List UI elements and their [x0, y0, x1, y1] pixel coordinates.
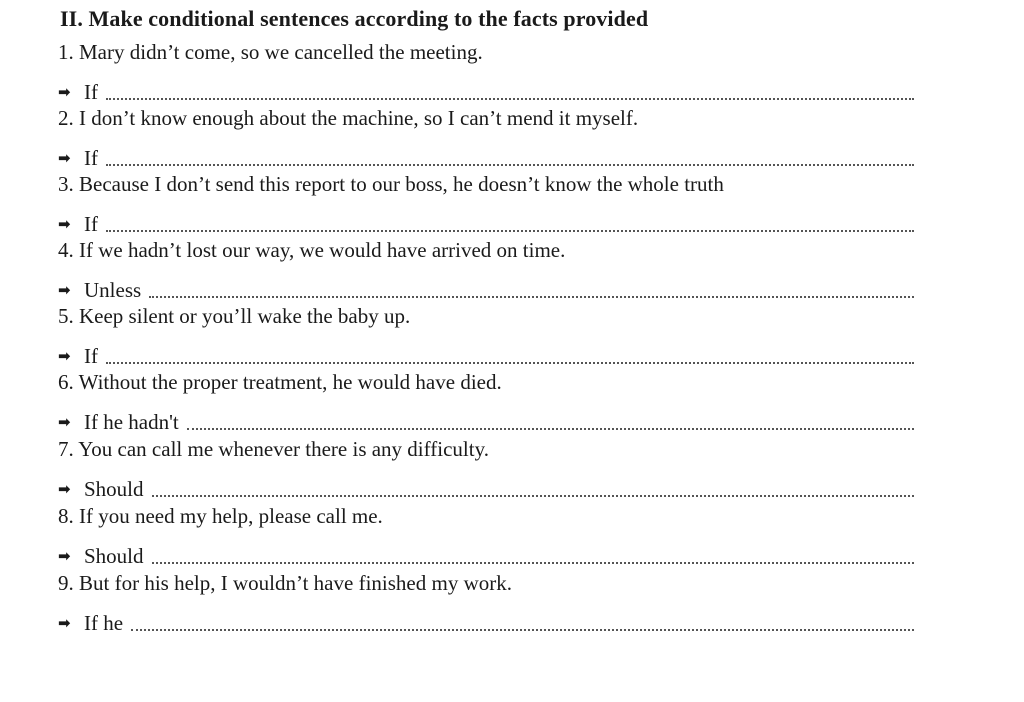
answer-line: [58, 538, 914, 568]
exercise-question: 2. I don’t know enough about the machine, so I can’t mend it myself.: [58, 106, 639, 130]
answer-blank[interactable]: [106, 94, 914, 100]
answer-blank[interactable]: [152, 558, 914, 564]
answer-prompt: Should: [84, 544, 144, 568]
answer-line: [58, 404, 914, 434]
section-title: II. Make conditional sentences according to the facts provided: [60, 6, 649, 31]
answer-blank[interactable]: [106, 160, 914, 166]
right-arrow-icon: ➡: [58, 547, 71, 565]
exercise-2: [0, 106, 1024, 172]
right-arrow-icon: ➡: [58, 347, 71, 365]
answer-line: [58, 471, 914, 501]
exercise-question: 7. You can call me whenever there is any difficulty.: [58, 437, 489, 461]
answer-blank[interactable]: [106, 358, 914, 364]
right-arrow-icon: ➡: [58, 614, 71, 632]
exercise-5: [0, 304, 1024, 370]
exercise-1: [0, 40, 1024, 106]
answer-blank[interactable]: [131, 625, 914, 631]
answer-prompt: If: [84, 146, 98, 170]
answer-line: [58, 140, 914, 170]
answer-line: [58, 338, 914, 368]
right-arrow-icon: ➡: [58, 215, 71, 233]
exercise-4: [0, 238, 1024, 304]
exercise-question: 1. Mary didn’t come, so we cancelled the meeting.: [58, 40, 483, 64]
answer-line: [58, 74, 914, 104]
right-arrow-icon: ➡: [58, 149, 71, 167]
answer-prompt: If: [84, 212, 98, 236]
answer-line: [58, 206, 914, 236]
exercise-3: [0, 172, 1024, 238]
answer-blank[interactable]: [152, 491, 914, 497]
right-arrow-icon: ➡: [58, 480, 71, 498]
answer-prompt: If: [84, 80, 98, 104]
answer-blank[interactable]: [149, 292, 914, 298]
answer-prompt: Should: [84, 477, 144, 501]
right-arrow-icon: ➡: [58, 413, 71, 431]
exercise-7: [0, 437, 1024, 503]
answer-prompt: If: [84, 344, 98, 368]
right-arrow-icon: ➡: [58, 281, 71, 299]
answer-line: [58, 272, 914, 302]
exercise-8: [0, 504, 1024, 570]
answer-prompt: Unless: [84, 278, 142, 302]
exercise-question: 6. Without the proper treatment, he would have died.: [58, 370, 502, 394]
answer-blank[interactable]: [187, 424, 914, 430]
right-arrow-icon: ➡: [58, 83, 71, 101]
exercise-question: 4. If we hadn’t lost our way, we would have arrived on time.: [58, 238, 566, 262]
answer-prompt: If he: [84, 611, 124, 635]
exercise-question: 3. Because I don’t send this report to our boss, he doesn’t know the whole truth: [58, 172, 724, 196]
exercise-6: [0, 370, 1024, 436]
answer-line: [58, 605, 914, 635]
exercise-question: 9. But for his help, I wouldn’t have finished my work.: [58, 571, 512, 595]
exercise-question: 5. Keep silent or you’ll wake the baby up.: [58, 304, 411, 328]
exercise-9: [0, 571, 1024, 637]
answer-prompt: If he hadn't: [84, 410, 179, 434]
answer-blank[interactable]: [106, 226, 914, 232]
exercise-question: 8. If you need my help, please call me.: [58, 504, 383, 528]
